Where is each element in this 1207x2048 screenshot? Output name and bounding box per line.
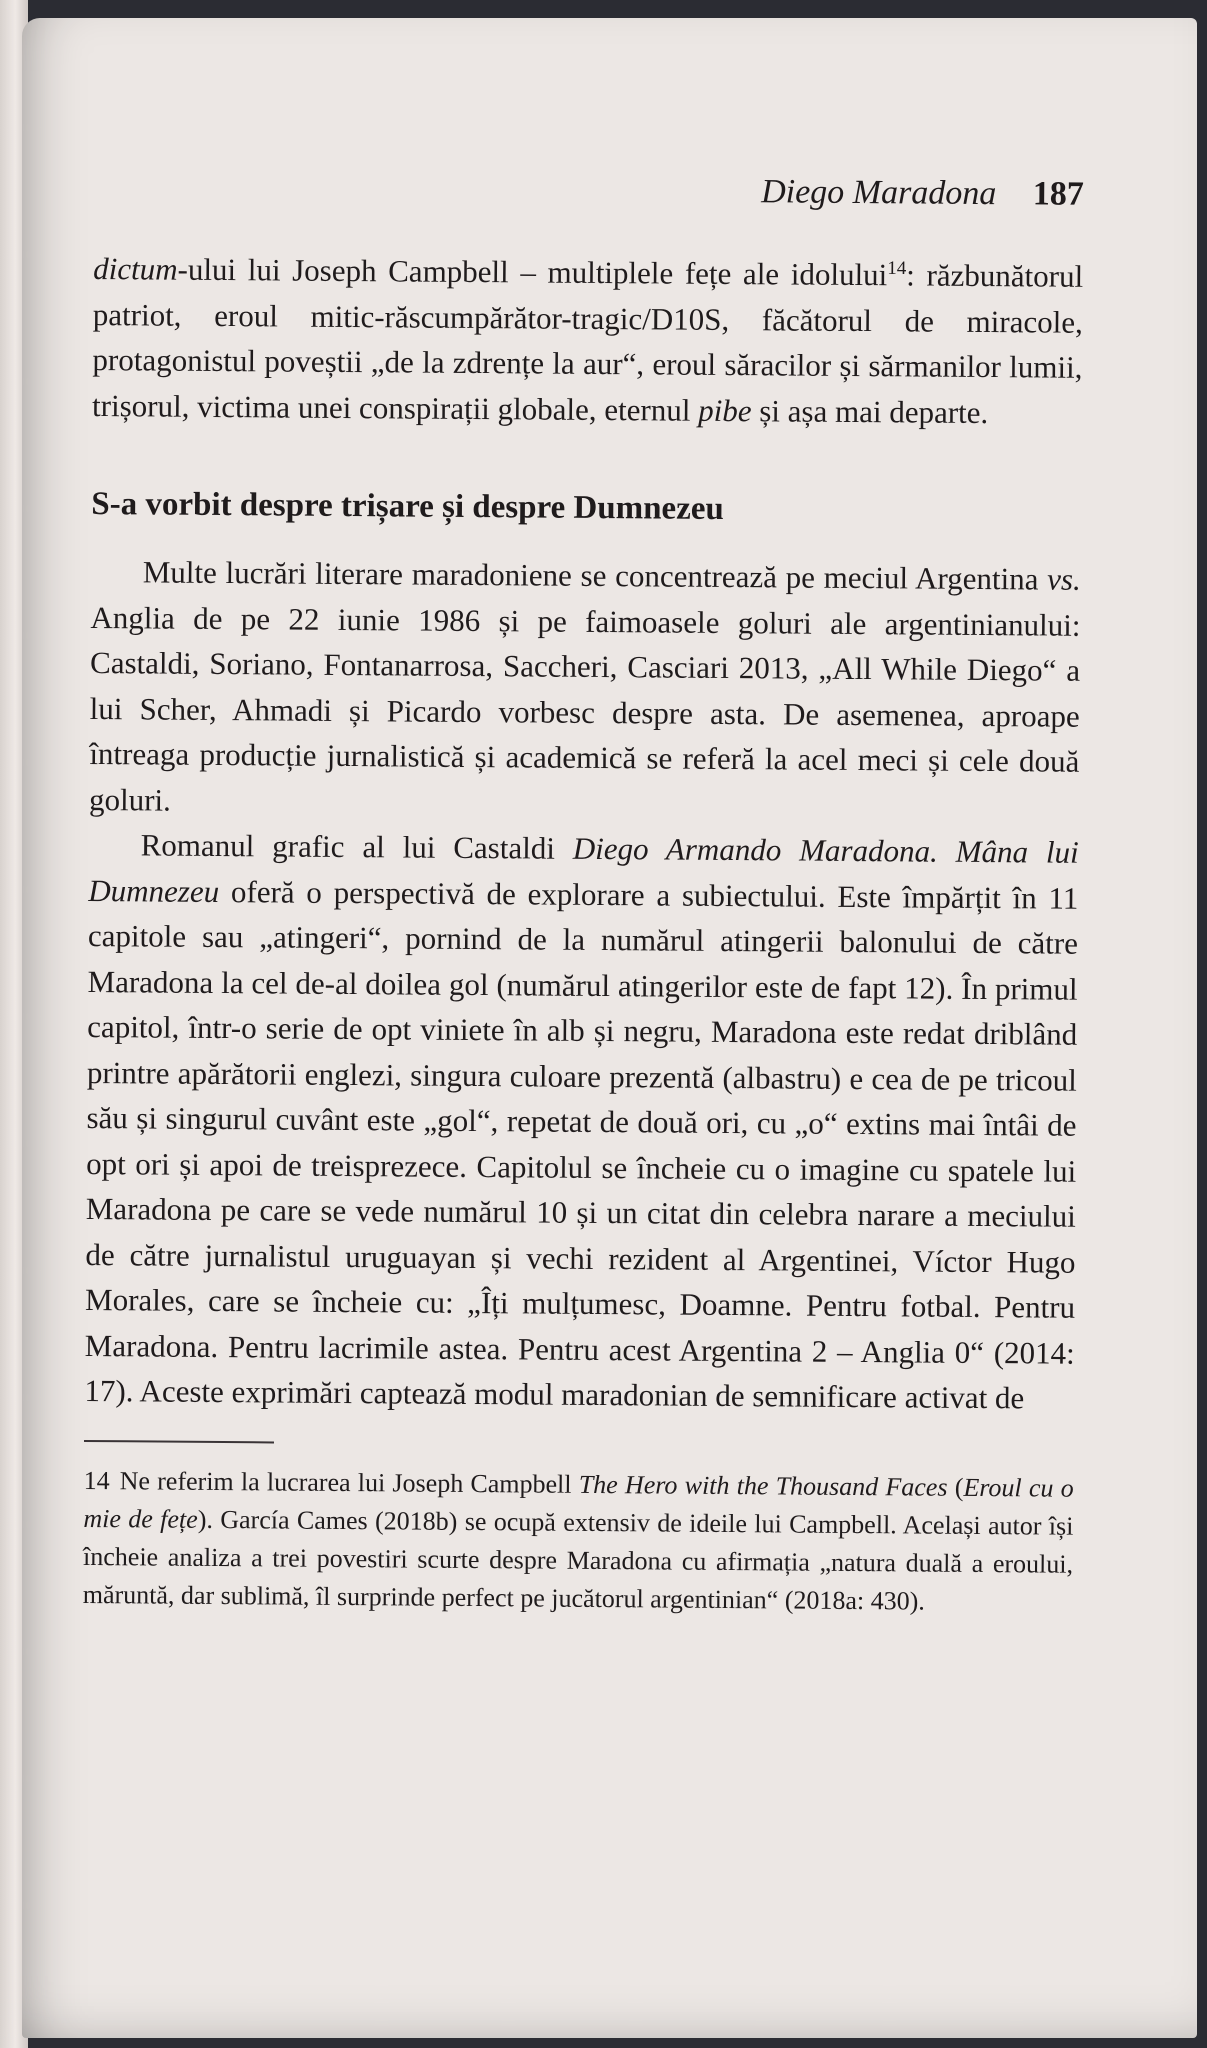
running-header	[94, 168, 1084, 214]
footnote	[83, 1461, 1074, 1621]
intro-italic-pibe: pibe	[698, 392, 752, 428]
intro-paragraph: dictum-ului lui Joseph Campbell – multiplele fețe ale idolului$^{14}$: răzbunătorul patriot, eroul mitic-răscumpărător-tragic/D10S, făcătorul de miracole, protagonistul poveștii „de la zdrențe la aur“, eroul săracilor și sărmanilor lumii, trișorul, victima unei conspirații globale, eternul pibe și așa mai departe.	[92, 250, 1084, 430]
book-title-italic: Diego Armando Maradona. Mâna lui Dumnezeu	[88, 830, 1079, 909]
body-paragraph-2: Romanul grafic al lui Castaldi Diego Armando Maradona. Mâna lui Dumnezeu oferă o perspectivă de explorare a subiectului. Este împărțit în 11 capitole sau „atingeri“, pornind de la numărul atingerii balonului de către Maradona la cel de-al doilea gol (numărul atingerilor este de fapt 12). În primul capitol, într-o serie de opt viniete în alb și negru, Maradona este redat driblând printre apărătorii englezi, singura culoare prezentă (albastru) e cea de pe tricoul său și singurul cuvânt este „gol“, repetat de două ori, cu „o“ extins mai întâi de opt ori și apoi de treisprezece. Capitolul se încheie cu o imagine cu spatele lui Maradona pe care se vede numărul 10 și un citat din celebra narare a meciului de către jurnalistul uruguayan și vechi rezident al Argentinei, Víctor Hugo Morales, care se încheie cu: „Îți mulțumesc, Doamne. Pentru fotbal. Pentru Maradona. Pentru lacrimile astea. Pentru acest Argentina 2 – Anglia 0“ (2014: 17). Aceste exprimări captează modul maradonian de semnificare activat de	[84, 827, 1079, 1416]
footnote-number: 14	[83, 1465, 110, 1495]
book-page	[22, 18, 1197, 2038]
footnote-reference: 14	[887, 257, 907, 280]
intro-italic-dictum: dictum	[93, 250, 178, 287]
section-heading: S-a vorbit despre trișare și despre Dumnezeu	[91, 485, 724, 527]
footnote-divider	[84, 1439, 274, 1442]
running-header-title: Diego Maradona	[761, 173, 997, 213]
page-content	[83, 168, 1084, 1621]
body-paragraph-1: Multe lucrări literare maradoniene se concentrează pe meciul Argentina vs. Anglia de pe 22 iunie 1986 și pe faimoasele goluri ale argentinianului: Castaldi, Soriano, Fontanarrosa, Saccheri, Casciari 2013, „All While Diego“ a lui Scher, Ahmadi și Picardo vorbesc despre asta. De asemenea, aproape întreaga producție jurnalistică și academică se referă la acel meci și cele două goluri.	[88, 554, 1081, 818]
page-number: 187	[1032, 175, 1084, 213]
footnote-text: 14 Ne referim la lucrarea lui Joseph Campbell The Hero with the Thousand Faces (Eroul cu o mie de fețe). García Cames (2018b) se ocupă extensiv de ideile lui Campbell. Același autor își încheie analiza a trei povestiri scurte despre Maradona cu afirmația „natura duală a eroului, măruntă, dar sublimă, îl surprinde perfect pe jucătorul argentinian“ (2018a: 430).	[82, 1465, 1074, 1616]
